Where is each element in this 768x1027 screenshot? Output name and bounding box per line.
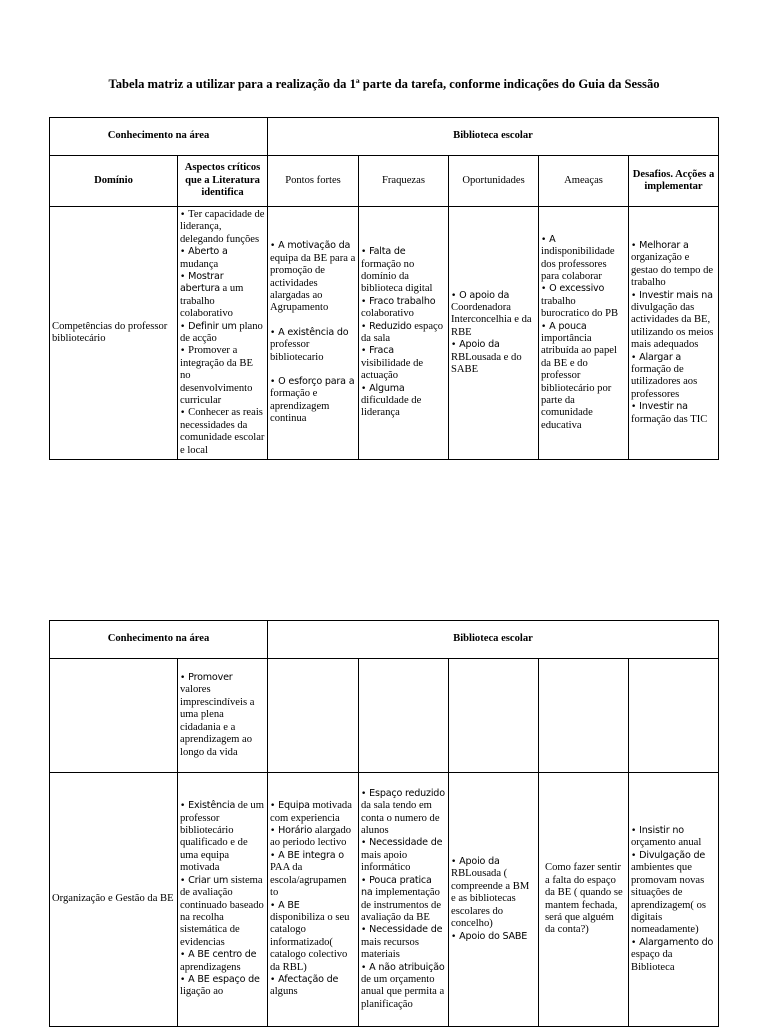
bullet-icon: • [451,931,460,942]
bullet-icon: • [180,875,189,886]
bullet-lead: Apoio da [459,339,500,351]
bullet-text: da sala tendo em conta o numero de alunos [361,800,440,837]
bullet-item [270,825,356,850]
bullet-item [631,825,716,850]
bullet-text: professor bibliotecario [270,339,324,363]
cell-oportunidades [449,207,539,460]
cell-ameacas [539,207,629,460]
bullet-item [631,401,716,426]
bullet-lead: Afectação de [278,973,339,985]
bullet-icon: • [451,857,460,868]
bullet-text: sistema de avaliação continuado baseado na recolha sistemática de evidencias [180,874,264,948]
bullet-icon: • [180,209,189,220]
bullet-lead: O apoio da [459,289,510,301]
bullet-icon: • [180,346,189,357]
bullet-lead: A não atribuição [369,961,445,973]
matrix-table-2 [49,620,719,1027]
bullet-text: implementação de instrumentos de avaliação da BE [361,887,442,923]
bullet-lead: A pouca [549,320,587,332]
bullet-text: alguns [270,986,298,998]
bullet-item [270,240,356,314]
header-school-library-2: Biblioteca escolar [268,621,719,659]
bullet-lead: Alargar a [639,351,682,363]
bullet-item [541,321,626,433]
bullet-item [541,283,626,320]
bullet-icon: • [270,377,279,388]
bullet-icon: • [361,925,370,936]
bullet-text: ligação ao [180,986,224,998]
bullet-icon: • [361,788,370,799]
bullet-icon: • [361,247,370,258]
bullet-lead: Fraco trabalho [369,295,436,307]
bullet-lead: Melhorar a [639,239,689,251]
cell-desafios [629,207,719,460]
bullet-text: importância atribuída ao papel da BE e do professor bibliotecário por parte da comunidade educativa [541,333,617,431]
bullet-text: RBLousada e do SABE [451,351,522,376]
cell-empty [359,659,449,773]
bullet-icon: • [631,402,640,413]
bullet-item [361,837,446,874]
bullet-item [361,345,446,382]
bullet-text: formação no domínio da biblioteca digital [361,258,433,295]
bullet-text: Ter capacidade de liderança, delegando funções [180,208,265,245]
bullet-item [180,209,265,246]
bullet-icon: • [361,838,370,849]
bullet-item [631,352,716,402]
bullet-item [451,931,536,943]
bullet-icon: • [631,826,640,837]
bullet-item [361,383,446,420]
matrix-table-1 [49,117,719,460]
cell-ameacas-organizacao: Como fazer sentir a falta do espaço da BE ( quando se mantem fechada, será que alguém da conta?) [539,773,629,1027]
bullet-lead: Necessidade de [369,837,443,849]
bullet-icon: • [180,673,189,684]
bullet-lead: Necessidade de [369,924,443,936]
bullet-item [541,234,626,284]
bullet-text: orçamento anual [631,837,702,849]
bullet-item [270,850,356,900]
bullet-icon: • [361,962,370,973]
bullet-lead: Reduzido [369,320,412,332]
bullet-text: plano de acção [180,320,263,344]
bullet-item [180,246,265,271]
bullet-icon: • [270,327,279,338]
bullet-item [180,974,265,999]
bullet-text: alargado ao periodo lectivo [270,825,352,849]
bullet-lead: Existência [188,800,236,812]
col-header-dominio: Domínio [50,156,178,207]
bullet-text: mudança [180,258,219,270]
cell-aspectos-continued [178,659,268,773]
bullet-lead: Promover [188,672,233,684]
cell-empty [539,659,629,773]
header-knowledge-area: Conhecimento na área [50,118,268,156]
bullet-item [631,937,716,974]
bullet-item [361,962,446,1012]
bullet-text: Promover a integração da BE no desenvolvimento curricular [180,345,253,407]
bullet-icon: • [631,937,640,948]
bullet-item [180,800,265,874]
bullet-text: formação e aprendizagem continua [270,388,330,425]
bullet-text: equipa da BE para a promoção de actividades alargadas ao Agrupamento [270,252,356,314]
bullet-item [270,800,356,825]
bullet-lead: Criar um [188,874,229,886]
bullet-text: mais recursos materiais [361,936,419,961]
bullet-text: aprendizagens [180,961,241,973]
bullet-item [180,672,265,759]
bullet-icon: • [270,826,279,837]
bullet-lead: Alargamento do [639,936,714,948]
cell-fraquezas [359,207,449,460]
bullet-text: indisponibilidade dos professores para colaborar [541,246,615,282]
bullet-text: dificuldade de liderança [361,395,422,419]
bullet-text: de um professor bibliotecário qualificado e de uma equipa motivada [180,800,264,874]
bullet-lead: Investir mais na [639,289,713,301]
bullet-text: colaborativo [361,308,414,320]
bullet-lead: O excessivo [549,283,605,295]
bullet-item [631,850,716,937]
cell-dominio: Competências do professor bibliotecário [50,207,178,460]
bullet-item [270,900,356,974]
bullet-text: visibilidade de actuação [361,357,424,382]
bullet-lead: Apoio da [459,856,500,868]
bullet-text: formação das TIC [631,413,708,425]
bullet-icon: • [180,801,189,812]
bullet-item [270,376,356,426]
cell-empty [268,659,359,773]
bullet-lead: A [549,233,556,245]
bullet-icon: • [270,850,279,861]
bullet-lead: Falta de [369,246,406,258]
bullet-icon: • [180,408,189,419]
bullet-text: Coordenadora Interconcelhia e da RBE [451,301,532,338]
bullet-item [361,296,446,321]
bullet-item [361,246,446,296]
bullet-item [270,327,356,364]
bullet-text: Conhecer as reais necessidades da comunidade escolar e local [180,407,265,456]
bullet-icon: • [631,290,640,301]
bullet-icon: • [180,247,189,258]
bullet-lead: Pouca pratica na [361,874,432,899]
bullet-item [631,240,716,290]
bullet-text: trabalho burocratico do PB [541,295,619,320]
bullet-icon: • [270,974,279,985]
bullet-text: disponibiliza o seu catalogo informatizado( catalogo colectivo da RBL) [270,911,350,973]
bullet-text: valores imprescindíveis a uma plena cidadania e a aprendizagem ao longo da vida [180,684,255,758]
bullet-item [180,271,265,321]
bullet-icon: • [451,290,460,301]
bullet-text: organização e gestao do tempo de trabalho [631,252,714,289]
bullet-text: mais apoio informático [361,849,411,874]
bullet-lead: Alguma [369,382,405,394]
bullet-text: motivada com experiencia [270,800,352,824]
bullet-icon: • [270,241,279,252]
col-header-pontos-fortes: Pontos fortes [268,156,359,207]
bullet-text: espaço da sala [361,320,444,344]
bullet-lead: Fraca [369,345,394,357]
bullet-item [180,321,265,346]
bullet-item [451,856,536,930]
cell-desafios-organizacao [629,773,719,1027]
bullet-lead: O esforço para a [278,376,355,388]
bullet-lead: A BE [278,899,300,911]
bullet-icon: • [541,321,550,332]
bullet-icon: • [361,296,370,307]
bullet-text: espaço da Biblioteca [631,949,675,973]
bullet-icon: • [361,383,370,394]
bullet-icon: • [180,950,189,961]
bullet-lead: Divulgação de [639,849,706,861]
cell-dominio-empty [50,659,178,773]
bullet-item [451,290,536,340]
bullet-lead: A motivação da [278,240,351,252]
bullet-icon: • [541,284,550,295]
bullet-lead: A BE centro de [188,949,257,961]
bullet-item [270,974,356,999]
col-header-ameacas: Ameaças [539,156,629,207]
bullet-text: divulgação das actividades da BE, utilizando os meios mais adequados [631,301,714,351]
bullet-lead: Mostrar abertura [180,270,224,295]
bullet-icon: • [270,900,279,911]
bullet-item [451,339,536,376]
cell-empty [449,659,539,773]
cell-aspectos [178,207,268,460]
bullet-text: PAA da escola/agrupamen to [270,862,347,899]
header-knowledge-area-2: Conhecimento na área [50,621,268,659]
bullet-lead: Espaço reduzido [369,787,445,799]
bullet-text: ambientes que promovam novas situações de aprendizagem( os digitais nomeadamente) [631,862,707,936]
cell-pontos-fortes [268,207,359,460]
bullet-icon: • [361,346,370,357]
bullet-text: de um orçamento anual que permita a planificação [361,973,445,1010]
bullet-item [361,321,446,346]
bullet-text: RBLousada ( compreende a BM e as bibliotecas escolares do concelho) [451,868,530,930]
bullet-icon: • [631,352,640,363]
bullet-lead: Investir na [639,401,688,413]
bullet-lead: A BE espaço de [188,973,260,985]
bullet-icon: • [631,850,640,861]
bullet-icon: • [361,321,370,332]
cell-oportunidades-organizacao [449,773,539,1027]
bullet-item [361,788,446,838]
cell-dominio-organizacao: Organização e Gestão da BE [50,773,178,1027]
col-header-aspectos: Aspectos críticos que a Literatura identifica [178,156,268,207]
bullet-text: a um trabalho colaborativo [180,283,244,320]
bullet-lead: Equipa [278,800,310,812]
bullet-icon: • [180,321,189,332]
col-header-fraquezas: Fraquezas [359,156,449,207]
cell-fraquezas-organizacao [359,773,449,1027]
cell-aspectos-organizacao [178,773,268,1027]
bullet-lead: A existência do [278,326,349,338]
bullet-icon: • [270,801,279,812]
bullet-item [180,407,265,457]
bullet-item [361,924,446,961]
bullet-item [180,345,265,407]
bullet-icon: • [180,271,189,282]
bullet-lead: Horário [278,825,313,837]
bullet-text: formação de utilizadores aos professores [631,364,698,400]
bullet-icon: • [451,340,460,351]
document-title: Tabela matriz a utilizar para a realização da 1ª parte da tarefa, conforme indicações do Guia da Sessão [108,77,660,91]
bullet-icon: • [631,240,640,251]
bullet-lead: Definir um [188,320,237,332]
bullet-item [631,290,716,352]
bullet-icon: • [541,234,550,245]
col-header-oportunidades: Oportunidades [449,156,539,207]
bullet-lead: Apoio do SABE [459,930,528,942]
cell-pontos-fortes-organizacao [268,773,359,1027]
bullet-item [361,875,446,925]
bullet-icon: • [361,875,370,886]
bullet-lead: Aberto a [188,246,228,258]
bullet-lead: Insistir no [639,825,684,837]
bullet-item [180,949,265,974]
bullet-icon: • [180,974,189,985]
bullet-item [180,875,265,949]
bullet-lead: A BE integra o [278,849,344,861]
header-school-library: Biblioteca escolar [268,118,719,156]
col-header-desafios: Desafios. Acções a implementar [629,156,719,207]
cell-empty [629,659,719,773]
